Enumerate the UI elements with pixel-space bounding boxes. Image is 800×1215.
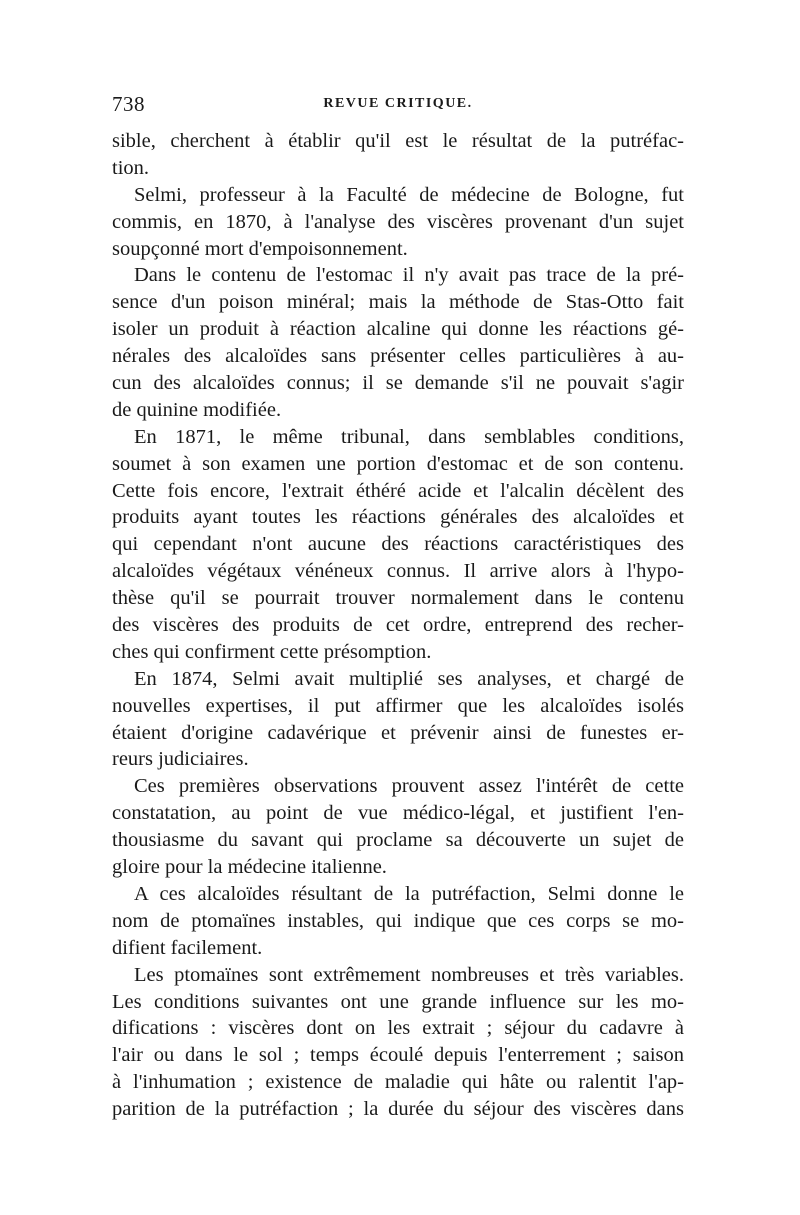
text-line: isoler un produit à réaction alcaline qui donne les réactions gé- (112, 318, 684, 341)
book-page (112, 92, 684, 1123)
text-line: soumet à son examen une portion d'estomac et de son contenu. (112, 452, 684, 475)
text-line: de quinine modifiée. (112, 398, 282, 421)
text-line: nouvelles expertises, il put affirmer que les alcaloïdes isolés (112, 694, 684, 717)
text-line: étaient d'origine cadavérique et prévenir ainsi de funestes er- (112, 721, 684, 744)
text-line: des viscères des produits de cet ordre, entreprend des recher- (112, 614, 684, 637)
running-title: REVUE CRITIQUE. (323, 96, 473, 111)
text-line: Selmi, professeur à la Faculté de médecine de Bologne, fut (134, 183, 684, 206)
text-line: tion. (112, 156, 150, 179)
page-number: 738 (112, 92, 145, 116)
paragraph (112, 962, 684, 1123)
paragraph (112, 881, 684, 962)
paragraph (112, 666, 684, 774)
paragraph (112, 182, 684, 263)
text-line: difient facilement. (112, 936, 263, 959)
text-line: l'air ou dans le sol ; temps écoulé depuis l'enterrement ; saison (112, 1044, 684, 1067)
text-line: nom de ptomaïnes instables, qui indique que ces corps se mo- (112, 909, 684, 932)
text-line: En 1874, Selmi avait multiplié ses analyses, et chargé de (134, 667, 684, 690)
text-line: commis, en 1870, à l'analyse des viscères provenant d'un sujet (112, 210, 684, 233)
paragraph (112, 424, 684, 666)
text-line: à l'inhumation ; existence de maladie qui hâte ou ralentit l'ap- (112, 1071, 684, 1094)
text-line: reurs judiciaires. (112, 748, 249, 771)
text-line: sible, cherchent à établir qu'il est le résultat de la putréfac- (112, 130, 684, 152)
text-line: sence d'un poison minéral; mais la méthode de Stas-Otto fait (112, 291, 684, 314)
text-line: Ces premières observations prouvent assez l'intérêt de cette (134, 775, 684, 798)
body-text (112, 128, 684, 1123)
text-line: cun des alcaloïdes connus; il se demande s'il ne pouvait s'agir (112, 372, 684, 395)
text-line: produits ayant toutes les réactions générales des alcaloïdes et (112, 506, 684, 529)
text-line: nérales des alcaloïdes sans présenter celles particulières à au- (112, 345, 684, 368)
text-line: gloire pour la médecine italienne. (112, 856, 387, 879)
text-line: qui cependant n'ont aucune des réactions caractéristiques des (112, 533, 684, 556)
text-line: constatation, au point de vue médico-légal, et justifient l'en- (112, 802, 684, 825)
text-line: En 1871, le même tribunal, dans semblables conditions, (134, 425, 684, 448)
running-head (112, 92, 684, 122)
text-line: Les ptomaïnes sont extrêmement nombreuses et très variables. (134, 963, 684, 986)
text-line: soupçonné mort d'empoisonnement. (112, 237, 408, 260)
paragraph (112, 262, 684, 423)
text-line: difications : viscères dont on les extrait ; séjour du cadavre à (112, 1017, 684, 1040)
text-line: Les conditions suivantes ont une grande influence sur les mo- (112, 990, 684, 1013)
text-line: A ces alcaloïdes résultant de la putréfaction, Selmi donne le (134, 882, 684, 905)
text-line: parition de la putréfaction ; la durée du séjour des viscères dans (112, 1098, 684, 1121)
text-line: Dans le contenu de l'estomac il n'y avait pas trace de la pré- (134, 264, 684, 287)
text-line: thousiasme du savant qui proclame sa découverte un sujet de (112, 829, 684, 852)
paragraph (112, 773, 684, 881)
text-line: alcaloïdes végétaux vénéneux connus. Il arrive alors à l'hypo- (112, 560, 684, 583)
paragraph (112, 128, 684, 182)
text-line: thèse qu'il se pourrait trouver normalement dans le contenu (112, 587, 684, 610)
text-line: ches qui confirment cette présomption. (112, 640, 432, 663)
text-line: Cette fois encore, l'extrait éthéré acide et l'alcalin décèlent des (112, 479, 684, 502)
